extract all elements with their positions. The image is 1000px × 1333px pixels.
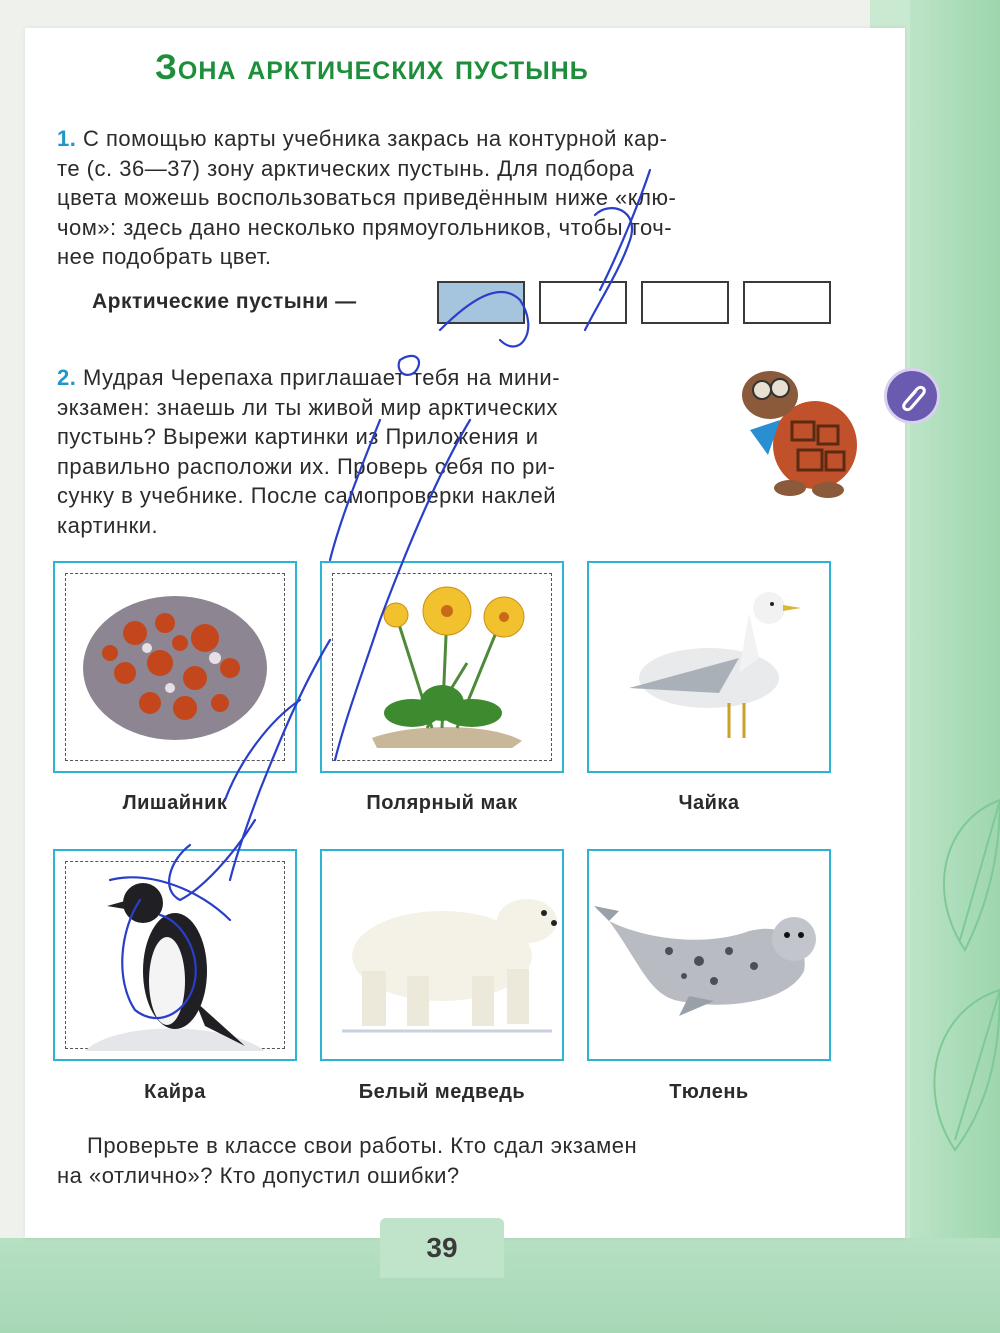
card-caption: Тюлень xyxy=(669,1081,749,1103)
page-title: Зона арктических пустынь xyxy=(155,48,589,87)
card-seal[interactable] xyxy=(587,849,831,1061)
color-key-box[interactable] xyxy=(743,281,831,324)
footer-line: Проверьте в классе свои работы. Кто сдал экзамен xyxy=(87,1133,638,1158)
seal-image xyxy=(589,851,829,1059)
leaf-decoration xyxy=(905,760,1000,1230)
task-2-number: 2. xyxy=(57,365,77,390)
task-1-text xyxy=(57,124,847,272)
card-seagull[interactable] xyxy=(587,561,831,773)
task-1-line: цвета можешь воспользоваться приведённым ниже «клю- xyxy=(57,185,677,210)
task-2-line: пустынь? Вырежи картинки из Приложения и xyxy=(57,424,539,449)
color-key-box[interactable] xyxy=(539,281,627,324)
task-1-line: нее подобрать цвет. xyxy=(57,244,272,269)
color-key-label: Арктические пустыни — xyxy=(92,290,357,313)
paperclip-icon xyxy=(884,368,940,424)
card-lichen[interactable] xyxy=(53,561,297,773)
card-polar-poppy[interactable] xyxy=(320,561,564,773)
card-polar-bear[interactable] xyxy=(320,849,564,1061)
task-2-line: правильно расположи их. Проверь себя по ри- xyxy=(57,453,556,479)
task-2-text xyxy=(57,363,707,540)
lichen-rock-image xyxy=(55,563,295,771)
task-2-line: картинки. xyxy=(57,512,159,538)
task-1-line: чом»: здесь дано несколько прямоугольников, чтобы точ- xyxy=(57,214,673,240)
task-1-line: С помощью карты учебника закрась на контурной кар- xyxy=(82,126,668,151)
page-number: 39 xyxy=(426,1232,458,1263)
card-caption: Белый медведь xyxy=(358,1081,526,1103)
guillemot-image xyxy=(55,851,295,1059)
seagull-image xyxy=(589,563,829,771)
card-caption: Кайра xyxy=(144,1081,206,1103)
card-caption: Лишайник xyxy=(122,792,228,814)
task-2-line: экзамен: знаешь ли ты живой мир арктических xyxy=(57,394,558,420)
turtle-icon xyxy=(720,360,860,500)
card-caption: Чайка xyxy=(678,792,740,814)
task-2-line: Мудрая Черепаха приглашает тебя на мини- xyxy=(82,365,561,390)
color-key-box[interactable] xyxy=(641,281,729,324)
task-1-line: те (с. 36—37) зону арктических пустынь. Для подбора xyxy=(57,155,635,181)
footer-line: на «отлично»? Кто допустил ошибки? xyxy=(57,1162,460,1188)
footer-text xyxy=(57,1131,847,1190)
task-2-line: сунку в учебнике. После самопроверки наклей xyxy=(57,483,557,508)
color-key-box-filled[interactable] xyxy=(437,281,525,324)
polar-bear-image xyxy=(322,851,562,1059)
card-caption: Полярный мак xyxy=(366,792,518,814)
task-1-number: 1. xyxy=(57,126,77,151)
card-guillemot[interactable] xyxy=(53,849,297,1061)
polar-poppy-image xyxy=(322,563,562,771)
